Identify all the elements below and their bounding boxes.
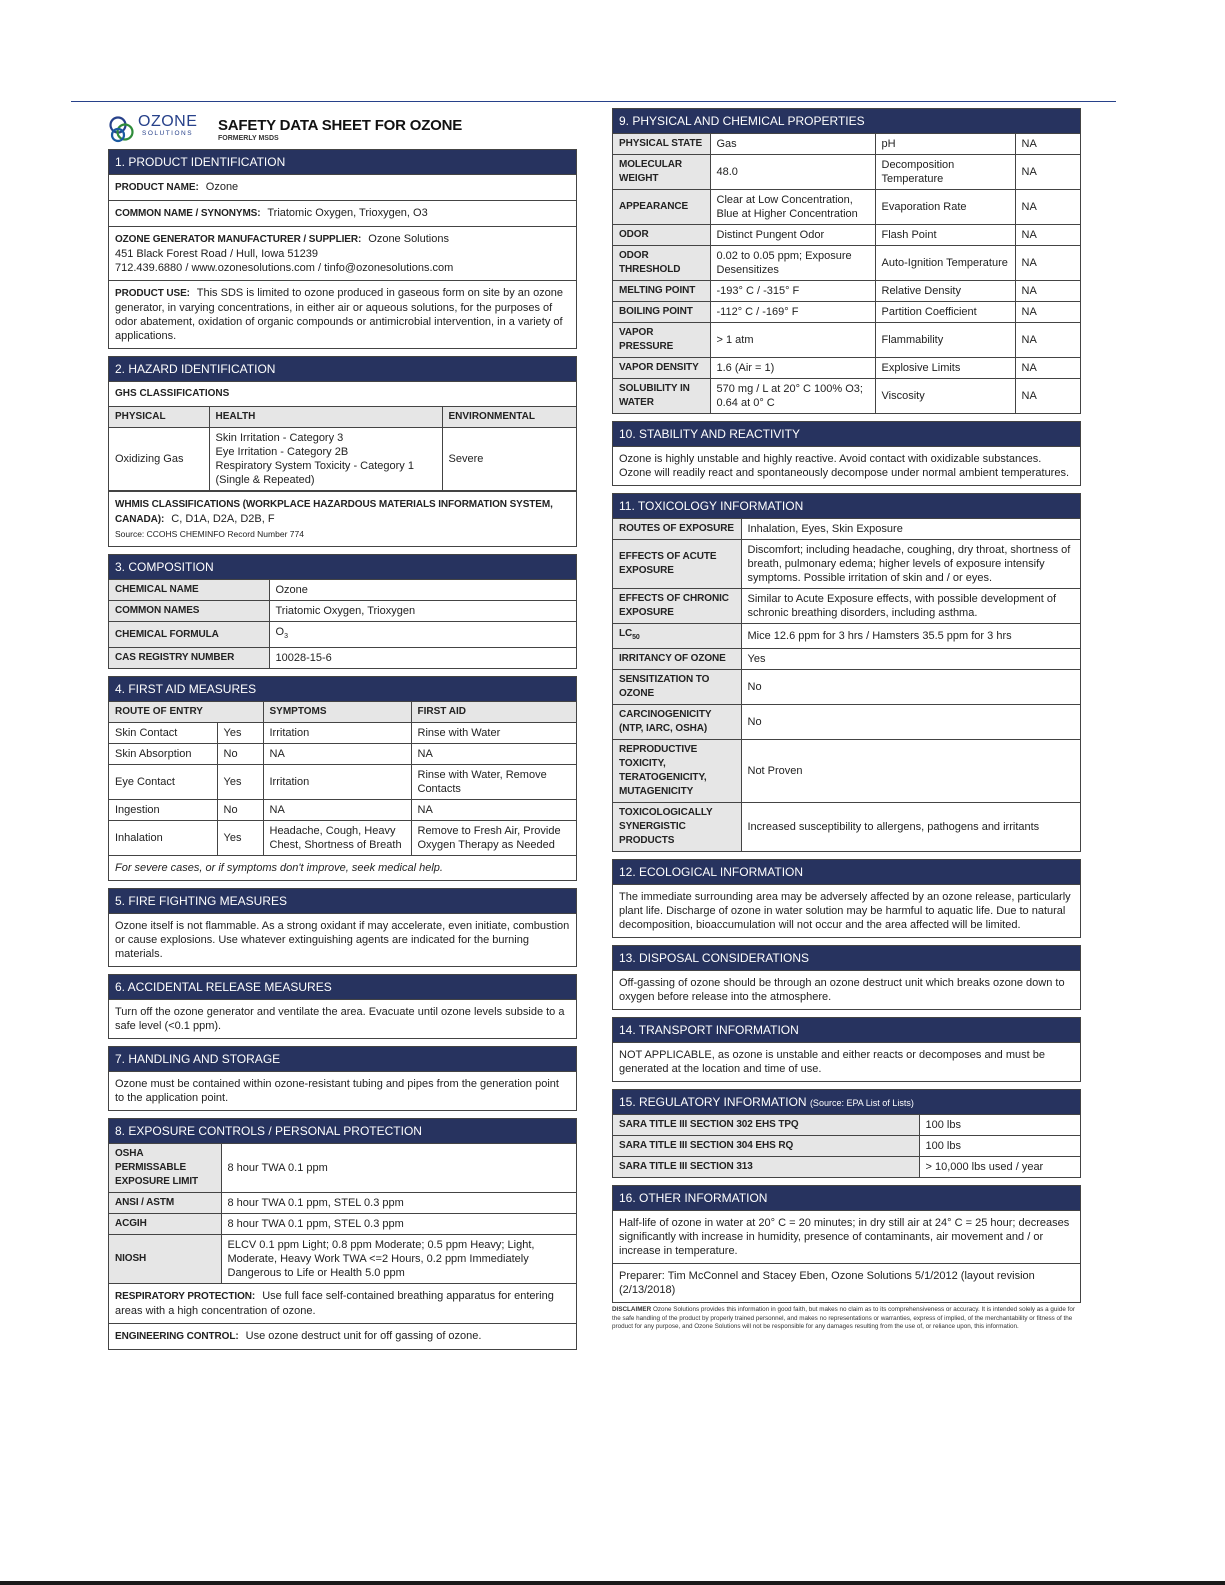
table-row (109, 765, 576, 800)
ghs-heading: GHS CLASSIFICATIONS (109, 382, 576, 407)
section-product-identification (108, 149, 577, 349)
row-label: TOXICOLOGICALLY SYNERGISTIC PRODUCTS (613, 803, 741, 852)
table-row (109, 601, 576, 622)
environmental-value: Severe (442, 428, 576, 491)
field-label: WHMIS CLASSIFICATIONS (WORKPLACE HAZARDOUS MATERIALS INFORMATION SYSTEM, CANADA): (115, 499, 553, 525)
route-cell: Ingestion (109, 800, 217, 821)
table-row (109, 648, 576, 669)
property-label: APPEARANCE (613, 190, 710, 225)
table-row (613, 589, 1080, 624)
composition-table (109, 580, 576, 668)
row-label (613, 624, 741, 649)
first-aid-cell: NA (411, 744, 576, 765)
row-value: No (741, 705, 1080, 740)
property-label: BOILING POINT (613, 302, 710, 323)
disclaimer (612, 1306, 1081, 1332)
toxicology-table (613, 519, 1080, 851)
table-row (613, 1136, 1080, 1157)
property-value-secondary: NA (1015, 225, 1080, 246)
property-label: ODOR (613, 225, 710, 246)
field-value: C, D1A, D2A, D2B, F (171, 513, 275, 525)
row-label: ANSI / ASTM (109, 1193, 221, 1214)
section-title-text: 15. REGULATORY INFORMATION (619, 1095, 807, 1109)
disclaimer-text: Ozone Solutions provides this information in good faith, but makes no claim as to its comprehensiveness or accuracy. It is intended solely as a guide for the safe handling of the product by properly trained personnel, and makes no representations or warranties, express of implied, of the merchantability or fitness of the product for any purpose, and Ozone Solutions will not be responsible for any damages resulting from the use of, or reliance upon, this information. (612, 1306, 1075, 1330)
table-row (613, 670, 1080, 705)
symptom-cell: NA (263, 744, 411, 765)
first-aid-cell: Rinse with Water (411, 723, 576, 744)
row-value: 8 hour TWA 0.1 ppm, STEL 0.3 ppm (221, 1193, 576, 1214)
table-row (613, 246, 1080, 281)
field-value: Ozone Solutions (368, 233, 449, 245)
exposure-table (109, 1144, 576, 1284)
table-row (613, 540, 1080, 589)
field-value: Use ozone destruct unit for off gassing of ozone. (245, 1330, 482, 1343)
property-label-secondary: pH (875, 134, 1015, 155)
field-label: RESPIRATORY PROTECTION: (115, 1291, 256, 1303)
property-value-secondary: NA (1015, 155, 1080, 190)
row-label: SENSITIZATION TO OZONE (613, 670, 741, 705)
row-label: ROUTES OF EXPOSURE (613, 519, 741, 540)
row-value: 8 hour TWA 0.1 ppm, STEL 0.3 ppm (221, 1214, 576, 1235)
property-value-secondary: NA (1015, 302, 1080, 323)
property-label-secondary: Evaporation Rate (875, 190, 1015, 225)
property-value-secondary: NA (1015, 358, 1080, 379)
bottom-rule (0, 1581, 1225, 1585)
route-cell: Skin Contact (109, 723, 217, 744)
field-label: ENGINEERING CONTROL: (115, 1331, 239, 1343)
field-value: Use full face self-contained breathing apparatus for entering areas with a high concentration of ozone. (115, 1290, 554, 1318)
section-title: 1. PRODUCT IDENTIFICATION (109, 150, 576, 175)
section-title: 4. FIRST AID MEASURES (109, 677, 576, 702)
section-accidental-release (108, 974, 577, 1039)
property-label-secondary: Auto-Ignition Temperature (875, 246, 1015, 281)
property-value-secondary: NA (1015, 323, 1080, 358)
manufacturer-row (109, 227, 576, 281)
field-label: OZONE GENERATOR MANUFACTURER / SUPPLIER: (115, 234, 362, 245)
section-title: 10. STABILITY AND REACTIVITY (613, 422, 1080, 447)
section-text: Off-gassing of ozone should be through an ozone destruct unit which breaks ozone down to oxygen before release into the atmosphere. (619, 977, 1065, 1003)
physical-value: Oxidizing Gas (109, 428, 209, 491)
row-value: ELCV 0.1 ppm Light; 0.8 ppm Moderate; 0.5 ppm Heavy; Light, Moderate, Heavy Work TWA <=2 Hours, 0.2 ppm Immediately Dangerous to Life or Health 5.0 ppm (221, 1235, 576, 1284)
section-ecological (612, 859, 1081, 938)
table-row (109, 800, 576, 821)
section-title: 12. ECOLOGICAL INFORMATION (613, 860, 1080, 885)
table-row (613, 1115, 1080, 1136)
first-aid-note: For severe cases, or if symptoms don't improve, seek medical help. (115, 862, 443, 875)
section-text: The immediate surrounding area may be adversely affected by an ozone release, particularly plant life. Discharge of ozone in water solution may be harmful to aquatic life. Due to natural decomposition, bioaccumulation will not occur and the area affected will be limited. (619, 891, 1071, 931)
table-row (613, 190, 1080, 225)
disclaimer-label: DISCLAIMER (612, 1306, 652, 1313)
yes-no-cell: No (217, 744, 263, 765)
row-value (269, 622, 576, 648)
section-text: Half-life of ozone in water at 20° C = 20 minutes; in dry still air at 24° C = 25 hour; decreases significantly with increase in humidity, presence of contaminants, air movement and / or increase in temperature. (613, 1211, 1080, 1264)
row-label: SARA TITLE III SECTION 302 EHS TPQ (613, 1115, 919, 1136)
table-row (613, 358, 1080, 379)
table-row (109, 1235, 576, 1284)
section-toxicology (612, 493, 1081, 852)
route-cell: Eye Contact (109, 765, 217, 800)
section-physical-chemical (612, 108, 1081, 414)
logo-subtitle: SOLUTIONS (142, 130, 194, 137)
property-label: SOLUBILITY IN WATER (613, 379, 710, 414)
formula-subscript: 3 (284, 633, 288, 641)
field-value: Ozone (205, 181, 239, 193)
property-value: > 1 atm (710, 323, 875, 358)
row-label: SARA TITLE III SECTION 304 EHS RQ (613, 1136, 919, 1157)
source-note: Source: CCOHS CHEMINFO Record Number 774 (115, 529, 304, 539)
section-title: 7. HANDLING AND STORAGE (109, 1047, 576, 1072)
symptom-cell: Irritation (263, 723, 411, 744)
row-value: 100 lbs (919, 1115, 1080, 1136)
row-value: Mice 12.6 ppm for 3 hrs / Hamsters 35.5 ppm for 3 hrs (741, 624, 1080, 649)
section-hazard-identification (108, 356, 577, 547)
formula-base: O (275, 626, 285, 638)
symptom-cell: Irritation (263, 765, 411, 800)
yes-no-cell: Yes (217, 723, 263, 744)
property-label: MOLECULAR WEIGHT (613, 155, 710, 190)
row-value: Discomfort; including headache, coughing, dry throat, shortness of breath, pulmonary edema; higher levels of exposure intensify symptoms. Possible irritation of skin and / or eyes. (741, 540, 1080, 589)
field-label: PRODUCT NAME: (115, 182, 199, 193)
ghs-table (109, 407, 576, 491)
property-label-secondary: Partition Coefficient (875, 302, 1015, 323)
property-label: PHYSICAL STATE (613, 134, 710, 155)
property-value: 48.0 (710, 155, 875, 190)
respiratory-protection-row (109, 1284, 576, 1324)
property-value: Clear at Low Concentration, Blue at Higher Concentration (710, 190, 875, 225)
property-value-secondary: NA (1015, 379, 1080, 414)
field-label: COMMON NAME / SYNONYMS: (115, 208, 261, 219)
section-other-information (612, 1185, 1081, 1303)
property-value: 1.6 (Air = 1) (710, 358, 875, 379)
section-title-note: (Source: EPA List of Lists) (809, 1098, 914, 1108)
top-rule (71, 101, 1116, 102)
property-value: 0.02 to 0.05 ppm; Exposure Desensitizes (710, 246, 875, 281)
property-label: VAPOR PRESSURE (613, 323, 710, 358)
section-title: 13. DISPOSAL CONSIDERATIONS (613, 946, 1080, 971)
table-row (109, 723, 576, 744)
left-column (108, 108, 577, 1357)
table-row (613, 155, 1080, 190)
table-row (109, 622, 576, 648)
row-label: REPRODUCTIVE TOXICITY, TERATOGENICITY, MUTAGENICITY (613, 740, 741, 803)
table-row (613, 134, 1080, 155)
common-name-row (109, 201, 576, 227)
table-row (613, 1157, 1080, 1178)
row-label: CHEMICAL FORMULA (109, 622, 269, 648)
property-value: -193° C / -315° F (710, 281, 875, 302)
column-header: ENVIRONMENTAL (442, 407, 576, 428)
section-first-aid (108, 676, 577, 881)
lc-label: LC (619, 628, 633, 639)
preparer-line: Preparer: Tim McConnel and Stacey Eben, Ozone Solutions 5/1/2012 (layout revision (2/13/2018) (619, 1270, 1035, 1296)
table-row (109, 1193, 576, 1214)
whmis-row (109, 491, 576, 546)
row-label: ACGIH (109, 1214, 221, 1235)
property-label: ODOR THRESHOLD (613, 246, 710, 281)
product-name-row (109, 175, 576, 201)
section-title: 14. TRANSPORT INFORMATION (613, 1018, 1080, 1043)
section-title: 6. ACCIDENTAL RELEASE MEASURES (109, 975, 576, 1000)
property-label-secondary: Flash Point (875, 225, 1015, 246)
property-value-secondary: NA (1015, 281, 1080, 302)
property-label-secondary: Explosive Limits (875, 358, 1015, 379)
row-value: 8 hour TWA 0.1 ppm (221, 1144, 576, 1193)
row-label: CARCINOGENICITY (NTP, IARC, OSHA) (613, 705, 741, 740)
property-value: 570 mg / L at 20° C 100% O3; 0.64 at 0° C (710, 379, 875, 414)
table-row (613, 649, 1080, 670)
property-value-secondary: NA (1015, 190, 1080, 225)
first-aid-cell: NA (411, 800, 576, 821)
section-fire-fighting (108, 888, 577, 967)
yes-no-cell: Yes (217, 821, 263, 856)
section-text: Turn off the ozone generator and ventilate the area. Evacuate until ozone levels subside to a safe level (<0.1 ppm). (115, 1006, 565, 1033)
row-label: EFFECTS OF ACUTE EXPOSURE (613, 540, 741, 589)
row-value: > 10,000 lbs used / year (919, 1157, 1080, 1178)
section-title: 5. FIRE FIGHTING MEASURES (109, 889, 576, 914)
table-row (613, 624, 1080, 649)
yes-no-cell: Yes (217, 765, 263, 800)
row-value: 10028-15-6 (269, 648, 576, 669)
column-header: PHYSICAL (109, 407, 209, 428)
column-header: ROUTE OF ENTRY (109, 702, 263, 723)
row-label: EFFECTS OF CHRONIC EXPOSURE (613, 589, 741, 624)
property-label: MELTING POINT (613, 281, 710, 302)
row-value: Yes (741, 649, 1080, 670)
column-header: HEALTH (209, 407, 442, 428)
route-cell: Inhalation (109, 821, 217, 856)
row-value: Ozone (269, 580, 576, 601)
section-title: 9. PHYSICAL AND CHEMICAL PROPERTIES (613, 109, 1080, 134)
health-item: Respiratory System Toxicity - Category 1 (215, 460, 414, 472)
section-text: Ozone is highly unstable and highly reactive. Avoid contact with oxidizable substances. Ozone will readily react and spontaneously decompose under normal ambient temperatures. (619, 453, 1070, 479)
section-title (613, 1090, 1080, 1115)
health-values (209, 428, 442, 491)
section-stability-reactivity (612, 421, 1081, 486)
property-label-secondary: Relative Density (875, 281, 1015, 302)
row-value: Triatomic Oxygen, Trioxygen (269, 601, 576, 622)
section-title: 11. TOXICOLOGY INFORMATION (613, 494, 1080, 519)
section-title: 3. COMPOSITION (109, 555, 576, 580)
field-label: PRODUCT USE: (115, 288, 190, 299)
row-value: Increased susceptibility to allergens, pathogens and irritants (741, 803, 1080, 852)
row-value: No (741, 670, 1080, 705)
row-label: OSHA PERMISSABLE EXPOSURE LIMIT (109, 1144, 221, 1193)
property-value-secondary: NA (1015, 134, 1080, 155)
first-aid-table (109, 702, 576, 856)
table-row (109, 1214, 576, 1235)
table-row (109, 1144, 576, 1193)
health-item: Skin Irritation - Category 3 (215, 432, 344, 444)
table-row (613, 281, 1080, 302)
row-value: 100 lbs (919, 1136, 1080, 1157)
section-exposure-controls (108, 1118, 577, 1350)
section-text: Ozone itself is not flammable. As a strong oxidant if may accelerate, even initiate, combustion or cause explosions. Use whatever extinguishing agents are indicated for the burning materials. (115, 920, 570, 961)
section-regulatory (612, 1089, 1081, 1178)
table-row (613, 323, 1080, 358)
row-label: SARA TITLE III SECTION 313 (613, 1157, 919, 1178)
property-value: Distinct Pungent Odor (710, 225, 875, 246)
section-title: 2. HAZARD IDENTIFICATION (109, 357, 576, 382)
table-row (613, 740, 1080, 803)
row-label: NIOSH (109, 1235, 221, 1284)
address-line: 451 Black Forest Road / Hull, Iowa 51239 (115, 248, 319, 260)
first-aid-cell: Remove to Fresh Air, Provide Oxygen Therapy as Needed (411, 821, 576, 856)
health-item: (Single & Repeated) (215, 474, 315, 486)
section-title: 16. OTHER INFORMATION (613, 1186, 1080, 1211)
field-value: This SDS is limited to ozone produced in gaseous form on site by an ozone generator, in varying concentrations, in either air or aqueous solutions, for the purposes of odor abatement, oxidation of organic compounds or antimicrobial intervention, in a variety of applications. (115, 287, 564, 342)
section-title: 8. EXPOSURE CONTROLS / PERSONAL PROTECTION (109, 1119, 576, 1144)
section-disposal (612, 945, 1081, 1010)
property-label-secondary: Flammability (875, 323, 1015, 358)
symptom-cell: NA (263, 800, 411, 821)
table-row (613, 519, 1080, 540)
section-text: NOT APPLICABLE, as ozone is unstable and either reacts or decomposes and must be generated at the location and time of use. (619, 1049, 1045, 1075)
yes-no-cell: No (217, 800, 263, 821)
property-label-secondary: Decomposition Temperature (875, 155, 1015, 190)
document-title: SAFETY DATA SHEET FOR OZONE (218, 117, 463, 134)
row-value: Similar to Acute Exposure effects, with possible development of schronic breathing disorders, including asthma. (741, 589, 1080, 624)
column-header: SYMPTOMS (263, 702, 411, 723)
product-use-row (109, 281, 576, 348)
table-row (613, 225, 1080, 246)
section-text: Ozone must be contained within ozone-resistant tubing and pipes from the generation point to the application point. (115, 1078, 559, 1105)
table-row (109, 580, 576, 601)
row-label: COMMON NAMES (109, 601, 269, 622)
section-transport (612, 1017, 1081, 1082)
field-value: Triatomic Oxygen, Trioxygen, O3 (267, 207, 428, 219)
regulatory-table (613, 1115, 1080, 1177)
table-row (613, 803, 1080, 852)
row-value: Not Proven (741, 740, 1080, 803)
row-value: Inhalation, Eyes, Skin Exposure (741, 519, 1080, 540)
property-label: VAPOR DENSITY (613, 358, 710, 379)
property-value: Gas (710, 134, 875, 155)
right-column (612, 108, 1081, 1332)
table-row (613, 379, 1080, 414)
row-label: IRRITANCY OF OZONE (613, 649, 741, 670)
row-label: CAS REGISTRY NUMBER (109, 648, 269, 669)
engineering-control-row (109, 1324, 576, 1349)
symptom-cell: Headache, Cough, Heavy Chest, Shortness of Breath (263, 821, 411, 856)
contact-line: 712.439.6880 / www.ozonesolutions.com / tinfo@ozonesolutions.com (115, 262, 454, 274)
route-cell: Skin Absorption (109, 744, 217, 765)
lc-subscript: 50 (632, 634, 640, 641)
document-subtitle: FORMERLY MSDS (218, 135, 279, 142)
table-row (613, 705, 1080, 740)
health-item: Eye Irritation - Category 2B (215, 446, 349, 458)
property-label-secondary: Viscosity (875, 379, 1015, 414)
document-header (108, 109, 577, 149)
row-label: CHEMICAL NAME (109, 580, 269, 601)
column-header: FIRST AID (411, 702, 576, 723)
properties-table (613, 134, 1080, 413)
first-aid-cell: Rinse with Water, Remove Contacts (411, 765, 576, 800)
table-row (109, 744, 576, 765)
section-composition (108, 554, 577, 669)
table-row (613, 302, 1080, 323)
property-value-secondary: NA (1015, 246, 1080, 281)
property-value: -112° C / -169° F (710, 302, 875, 323)
table-row (109, 821, 576, 856)
section-handling-storage (108, 1046, 577, 1111)
logo-wordmark: OZONE (138, 113, 198, 130)
